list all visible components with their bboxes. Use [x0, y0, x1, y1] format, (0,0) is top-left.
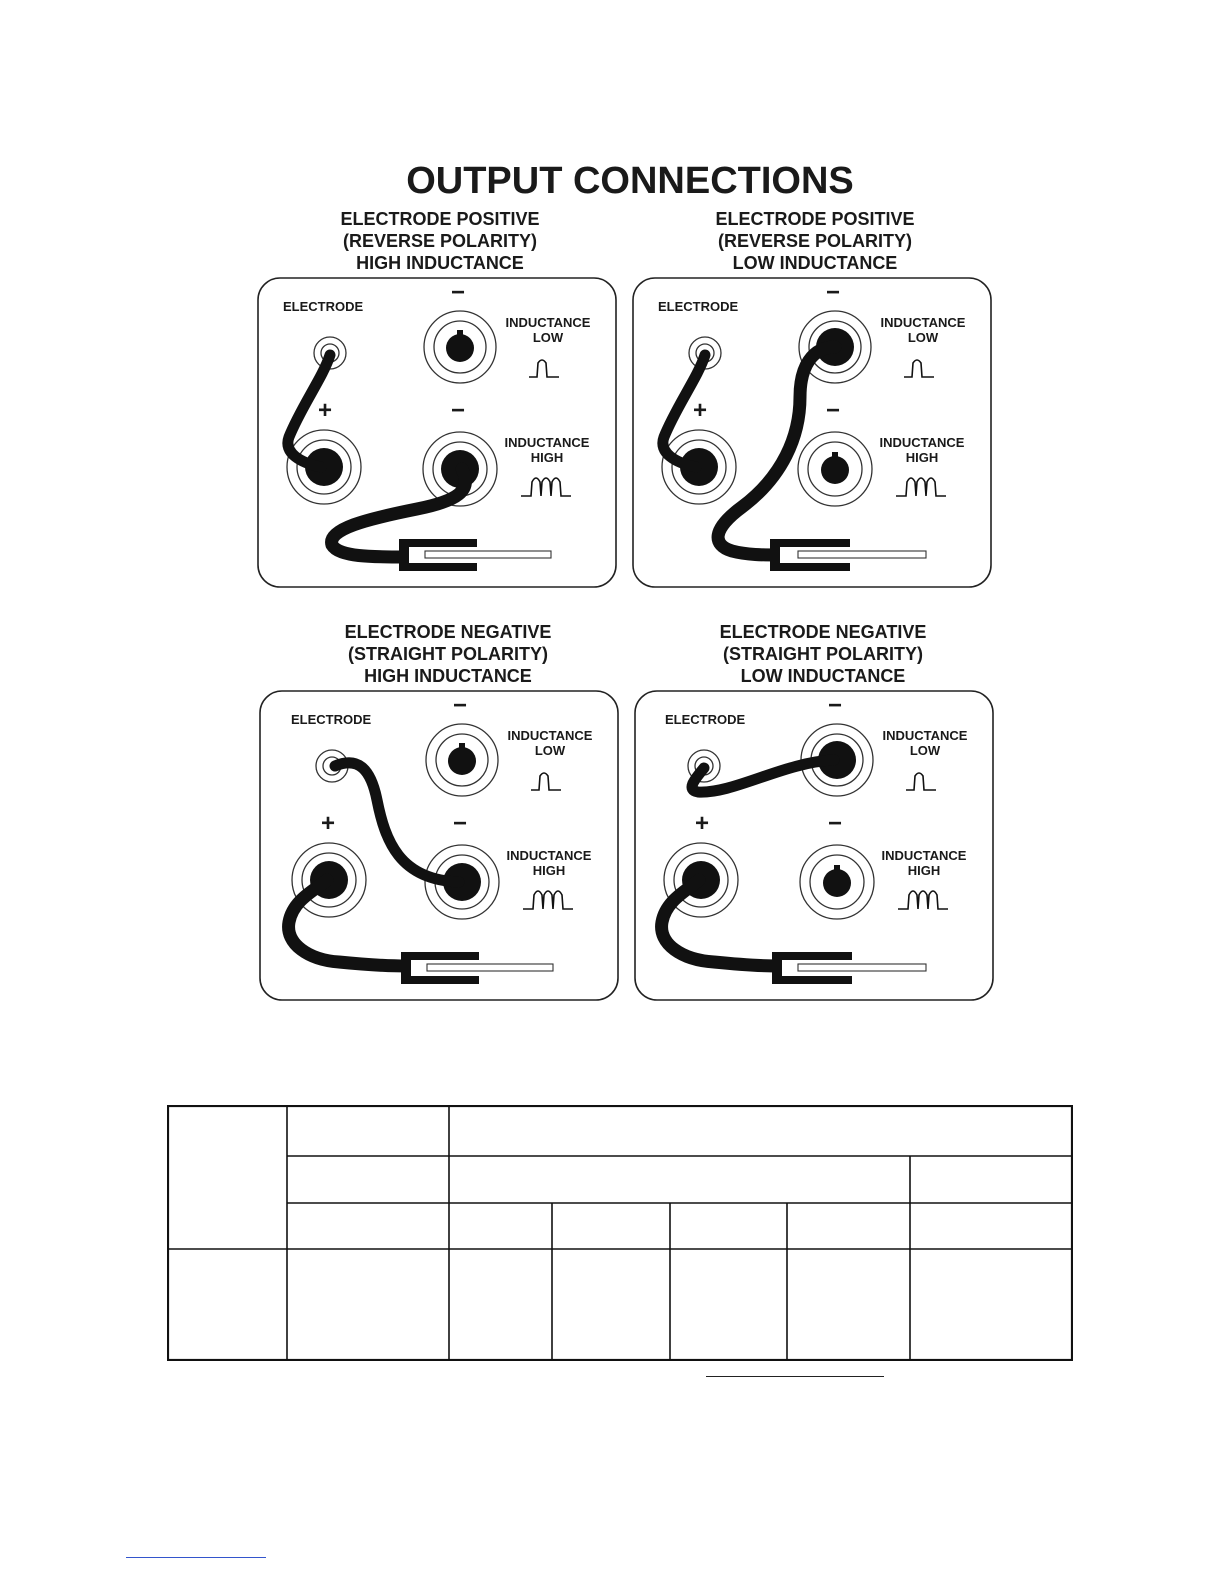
empty-table-grid — [167, 1105, 1073, 1361]
caption-panel-3 — [298, 621, 598, 687]
inductance-low-label — [878, 315, 968, 345]
label-line: INDUCTANCE — [507, 728, 593, 743]
terminal-inductance-high — [800, 845, 874, 919]
waveform-high-icon — [896, 478, 946, 496]
terminal-inductance-low — [424, 311, 496, 383]
work-clamp — [399, 539, 551, 571]
output-panel-3 — [259, 690, 619, 1002]
label-line: INDUCTANCE — [506, 848, 592, 863]
plus-sign: + — [318, 397, 333, 424]
caption-line: LOW INDUCTANCE — [732, 253, 898, 273]
work-cable — [662, 880, 779, 966]
inductance-low-label — [880, 728, 970, 758]
label-line: LOW — [909, 743, 941, 758]
minus-sign: − — [451, 279, 466, 306]
caption-line: HIGH INDUCTANCE — [364, 666, 532, 686]
caption-line: (REVERSE POLARITY) — [717, 231, 913, 251]
plus-sign: + — [321, 810, 336, 837]
table-lines — [167, 1105, 1073, 1361]
minus-sign: − — [453, 692, 468, 719]
caption-panel-2 — [665, 208, 965, 274]
caption-panel-1 — [290, 208, 590, 274]
label-line: HIGH — [907, 863, 941, 878]
output-panel-4 — [634, 690, 994, 1002]
label-line: LOW — [534, 743, 566, 758]
inductance-high-label — [879, 848, 969, 878]
label-line: INDUCTANCE — [880, 315, 966, 330]
label-line: INDUCTANCE — [881, 848, 967, 863]
plus-sign: + — [693, 397, 708, 424]
waveform-low-icon — [906, 773, 936, 790]
caption-line: LOW INDUCTANCE — [740, 666, 906, 686]
minus-sign: − — [453, 810, 468, 837]
waveform-low-icon — [529, 360, 559, 377]
inductance-high-label — [877, 435, 967, 465]
page-title: OUTPUT CONNECTIONS — [406, 160, 854, 202]
minus-sign: − — [451, 397, 466, 424]
minus-sign: − — [826, 397, 841, 424]
caption-line: HIGH INDUCTANCE — [356, 253, 524, 273]
inductance-low-label — [503, 315, 593, 345]
output-panel-2 — [632, 277, 992, 589]
waveform-low-icon — [531, 773, 561, 790]
label-line: LOW — [532, 330, 564, 345]
inductance-low-label — [505, 728, 595, 758]
electrode-label: ELECTRODE — [291, 712, 372, 727]
inductance-high-label — [504, 848, 594, 878]
caption-line: ELECTRODE NEGATIVE — [344, 622, 552, 642]
caption-line: ELECTRODE POSITIVE — [715, 209, 915, 229]
caption-line: (STRAIGHT POLARITY) — [348, 644, 548, 664]
electrode-label: ELECTRODE — [665, 712, 746, 727]
caption-line: ELECTRODE POSITIVE — [340, 209, 540, 229]
terminal-inductance-high — [798, 432, 872, 506]
label-line: INDUCTANCE — [882, 728, 968, 743]
plus-sign: + — [695, 810, 710, 837]
waveform-high-icon — [898, 891, 948, 909]
work-clamp — [401, 952, 553, 984]
minus-sign: − — [828, 692, 843, 719]
caption-line: (STRAIGHT POLARITY) — [723, 644, 923, 664]
work-clamp — [772, 952, 926, 984]
footer-link-rule — [126, 1557, 266, 1558]
label-line: INDUCTANCE — [505, 315, 591, 330]
waveform-low-icon — [904, 360, 934, 377]
waveform-high-icon — [521, 478, 571, 496]
caption-panel-4 — [673, 621, 973, 687]
label-line: LOW — [907, 330, 939, 345]
label-line: HIGH — [905, 450, 939, 465]
work-cable — [289, 880, 407, 966]
minus-sign: − — [826, 279, 841, 306]
terminal-inductance-low — [426, 724, 498, 796]
work-clamp — [770, 539, 926, 571]
caption-line: (REVERSE POLARITY) — [342, 231, 538, 251]
inductance-high-label — [502, 435, 592, 465]
label-line: INDUCTANCE — [879, 435, 965, 450]
electrode-label: ELECTRODE — [283, 299, 364, 314]
label-line: HIGH — [530, 450, 564, 465]
caption-line: ELECTRODE NEGATIVE — [719, 622, 927, 642]
label-line: HIGH — [532, 863, 566, 878]
waveform-high-icon — [523, 891, 573, 909]
label-line: INDUCTANCE — [504, 435, 590, 450]
minus-sign: − — [828, 810, 843, 837]
output-panel-1 — [257, 277, 617, 589]
underline-rule — [706, 1376, 884, 1377]
electrode-cable — [335, 763, 459, 882]
electrode-label: ELECTRODE — [658, 299, 739, 314]
